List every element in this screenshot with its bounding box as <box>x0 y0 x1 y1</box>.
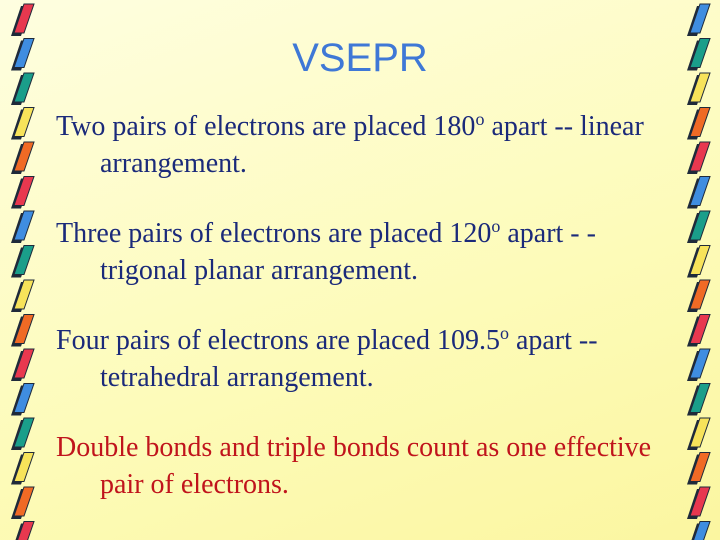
bullet-trigonal-planar: Three pairs of electrons are placed 120$^o$ apart - - trigonal planar arrangement. <box>56 216 596 286</box>
border-stripe <box>687 211 710 243</box>
border-stripe <box>687 418 710 450</box>
degree-superscript: o <box>475 109 485 129</box>
border-stripe <box>11 177 34 209</box>
border-stripe <box>687 315 710 347</box>
border-stripe <box>11 487 34 519</box>
bullet-double-triple-bonds: Double bonds and triple bonds count as one effective pair of electrons. <box>56 432 652 500</box>
border-stripe <box>687 108 710 140</box>
bullet-list <box>56 108 656 536</box>
degree-superscript: o <box>491 216 501 236</box>
border-stripe <box>11 108 34 140</box>
bullet-linear: Two pairs of electrons are placed 180$^o$ apart -- linear arrangement. <box>56 109 644 179</box>
border-stripe <box>11 142 34 174</box>
border-stripe <box>687 453 710 485</box>
border-stripe <box>11 246 34 278</box>
border-stripe <box>687 384 710 416</box>
right-decorative-border <box>676 0 720 540</box>
border-stripe <box>11 4 34 36</box>
border-stripe <box>11 280 34 312</box>
border-stripe <box>11 349 34 381</box>
slide-title: VSEPR <box>292 36 428 80</box>
border-stripe <box>687 522 710 540</box>
border-stripe <box>687 487 710 519</box>
border-stripe <box>687 349 710 381</box>
border-stripe <box>11 211 34 243</box>
border-stripe <box>687 142 710 174</box>
bullet-tetrahedral: Four pairs of electrons are placed 109.5$^o$ apart -- tetrahedral arrangement. <box>56 323 598 393</box>
border-stripe <box>11 384 34 416</box>
border-stripe <box>11 315 34 347</box>
border-stripe <box>11 418 34 450</box>
left-decorative-border <box>0 0 44 540</box>
border-stripe <box>687 177 710 209</box>
border-stripe <box>11 522 34 540</box>
degree-superscript: o <box>499 323 509 343</box>
border-stripe <box>11 453 34 485</box>
border-stripe <box>687 246 710 278</box>
border-stripe <box>687 280 710 312</box>
border-stripe <box>687 4 710 36</box>
